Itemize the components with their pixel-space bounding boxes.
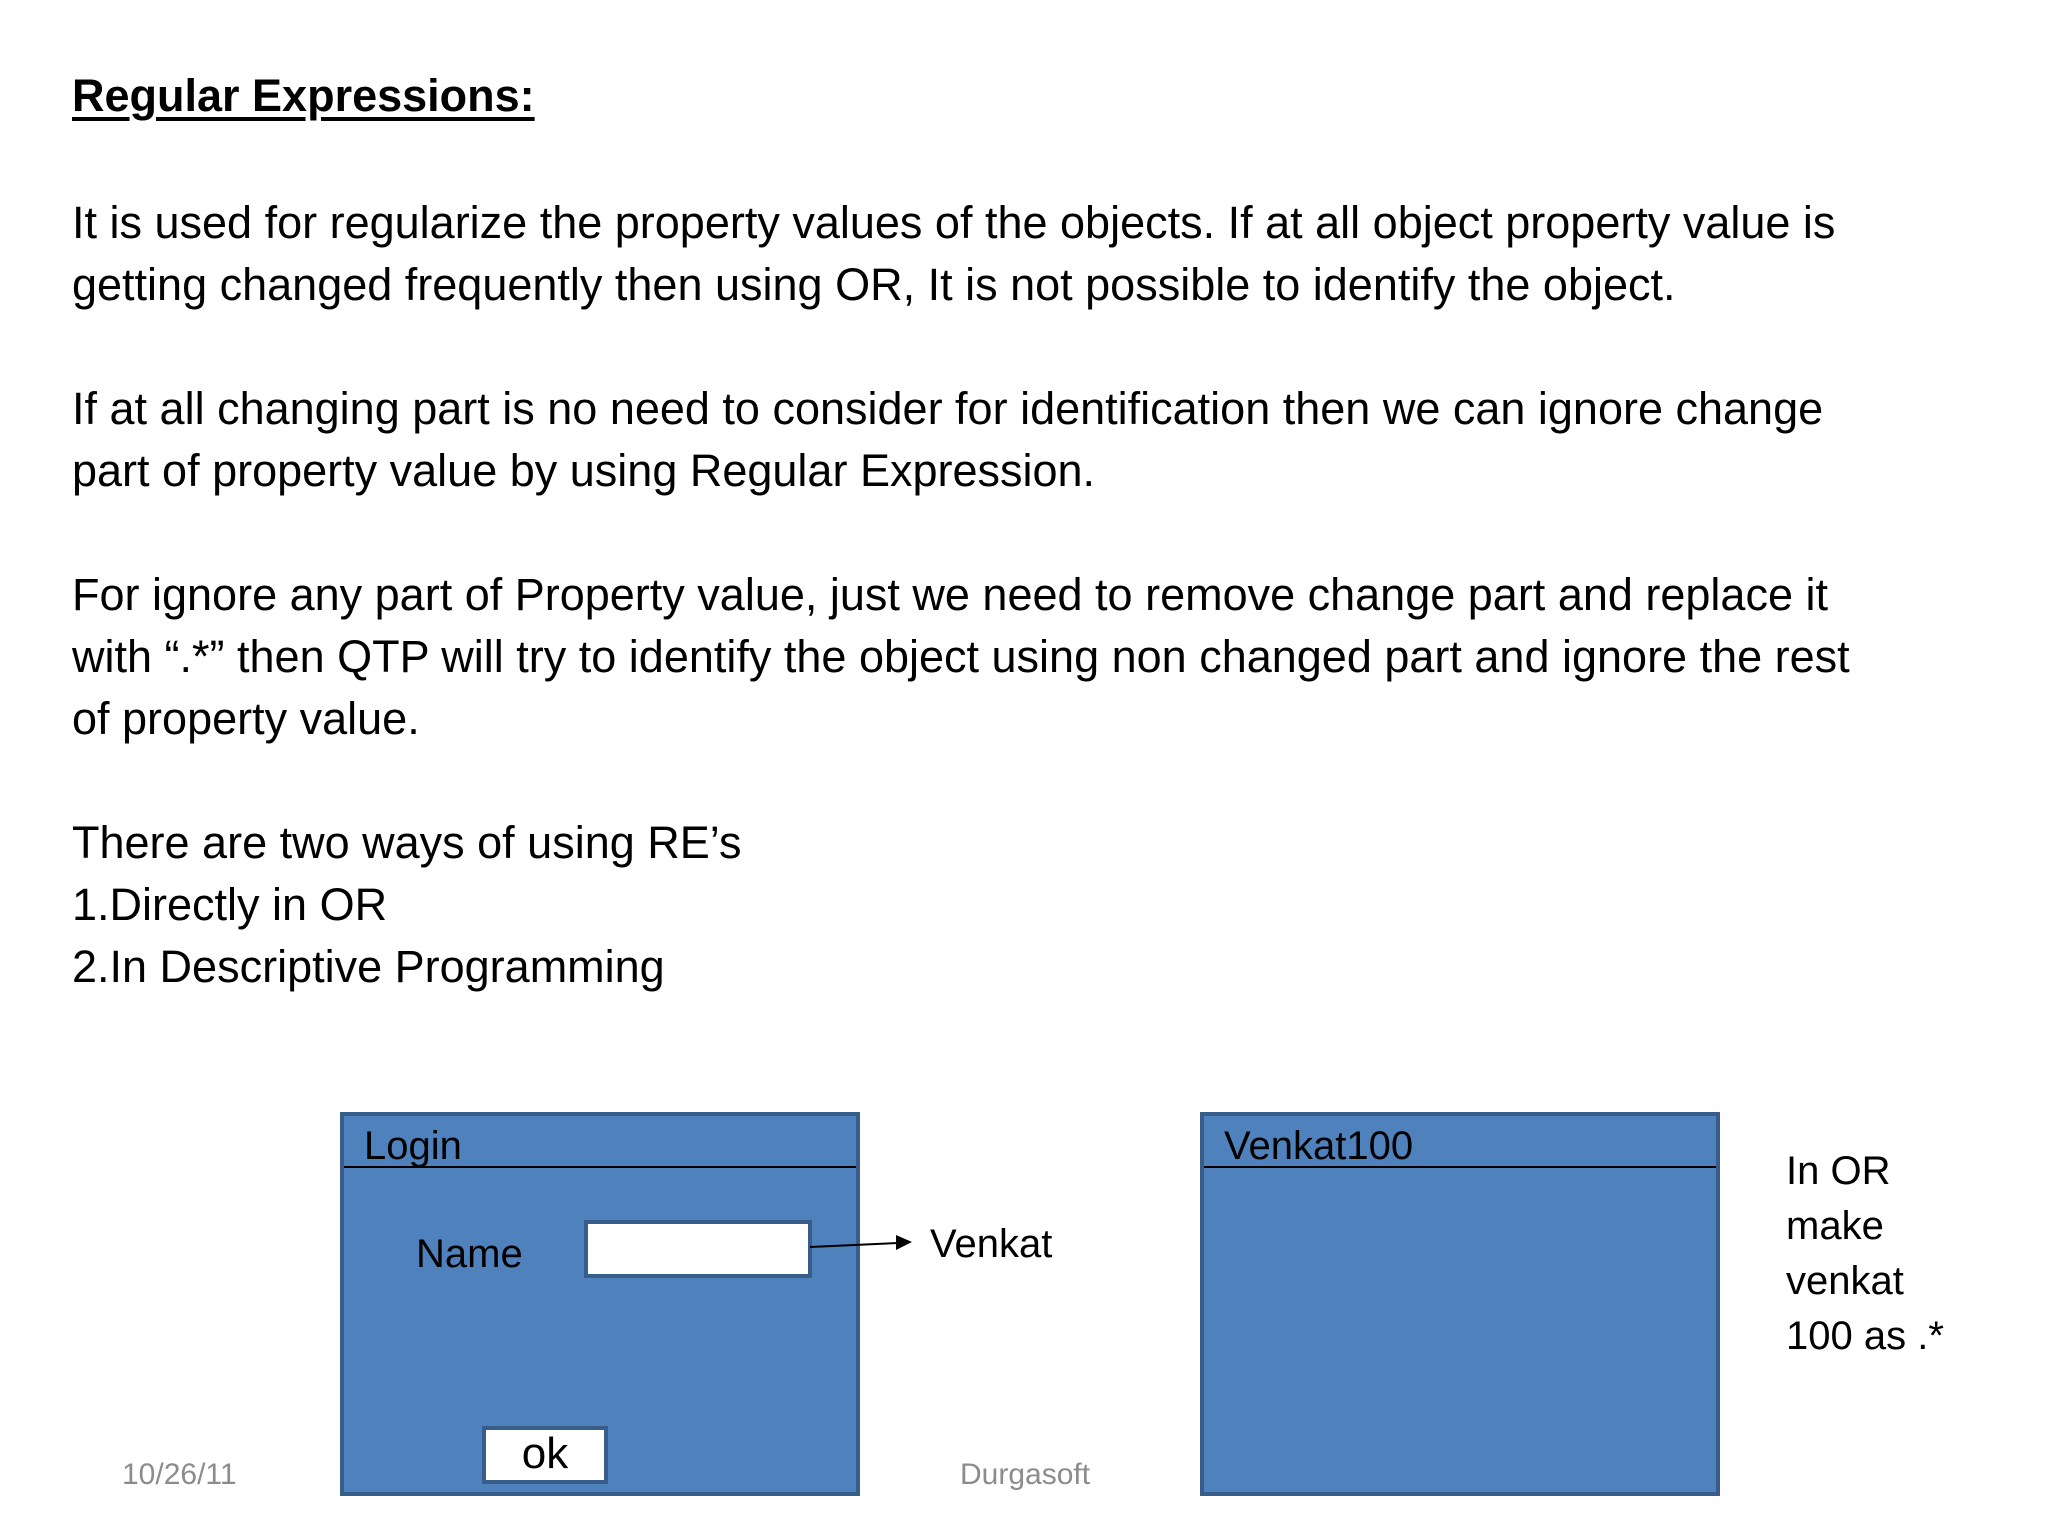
- ok-button[interactable]: ok: [482, 1426, 608, 1484]
- name-label: Name: [416, 1232, 523, 1276]
- text-line: part of property value by using Regular Expression.: [72, 445, 1096, 496]
- login-window-title: Login: [364, 1124, 462, 1168]
- venkat100-window-title: Venkat100: [1224, 1124, 1414, 1168]
- text-line: If at all changing part is no need to consider for identification then we can ignore change: [72, 383, 1824, 434]
- venkat-value-label: Venkat: [930, 1222, 1053, 1266]
- or-note: [1786, 1144, 1944, 1364]
- note-line: make: [1786, 1204, 1884, 1248]
- venkat100-window: [1200, 1112, 1720, 1496]
- list-item: 1.Directly in OR: [72, 879, 388, 930]
- note-line: 100 as .*: [1786, 1314, 1944, 1358]
- heading: Regular Expressions:: [72, 70, 535, 121]
- text-line: There are two ways of using RE’s: [72, 817, 742, 868]
- footer-date: 10/26/11: [122, 1458, 237, 1491]
- text-line: It is used for regularize the property values of the objects. If at all object property value is: [72, 197, 1836, 248]
- text-line: getting changed frequently then using OR, It is not possible to identify the object.: [72, 259, 1676, 310]
- text-line: with “.*” then QTP will try to identify the object using non changed part and ignore the rest: [72, 631, 1850, 682]
- venkat100-window-titlebar: [1204, 1116, 1716, 1168]
- note-line: In OR: [1786, 1149, 1891, 1193]
- footer-company: Durgasoft: [960, 1458, 1091, 1491]
- text-line: For ignore any part of Property value, just we need to remove change part and replace it: [72, 569, 1828, 620]
- note-line: venkat: [1786, 1259, 1904, 1303]
- text-line: of property value.: [72, 693, 420, 744]
- list-item: 2.In Descriptive Programming: [72, 941, 665, 992]
